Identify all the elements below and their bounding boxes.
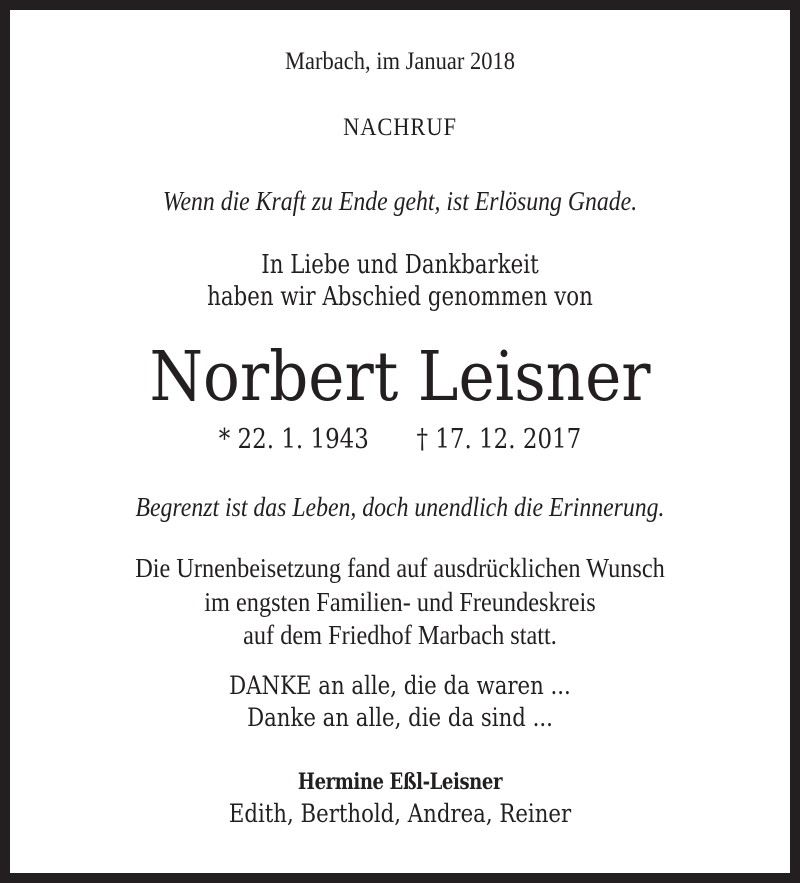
intro-line-1: In Liebe und Dankbarkeit [261,250,539,280]
place-date: Marbach, im Januar 2018 [285,48,515,75]
deceased-name: Norbert Leisner [149,338,651,417]
birth-date: * 22. 1. 1943 [218,424,369,455]
body-line-1: Die Urnenbeisetzung fand auf ausdrücklichen Wunsch [135,553,665,583]
body-line-2: im engsten Familien- und Freundeskreis [204,587,596,617]
quote-top: Wenn die Kraft zu Ende geht, ist Erlösung Gnade. [162,186,638,216]
death-date: † 17. 12. 2017 [416,424,582,455]
quote-middle: Begrenzt ist das Leben, doch unendlich die Erinnerung. [135,492,665,522]
thanks-line-1: DANKE an alle, die da waren ... [229,671,571,700]
signatory: Hermine Eßl-Leisner [297,769,503,795]
thanks-line-2: Danke an alle, die da sind ... [247,703,553,732]
intro-line-2: haben wir Abschied genommen von [207,282,593,312]
body-line-3: auf dem Friedhof Marbach statt. [243,620,557,650]
heading: NACHRUF [343,114,457,141]
family-names: Edith, Berthold, Andrea, Reiner [228,799,572,828]
life-dates [77,424,723,455]
